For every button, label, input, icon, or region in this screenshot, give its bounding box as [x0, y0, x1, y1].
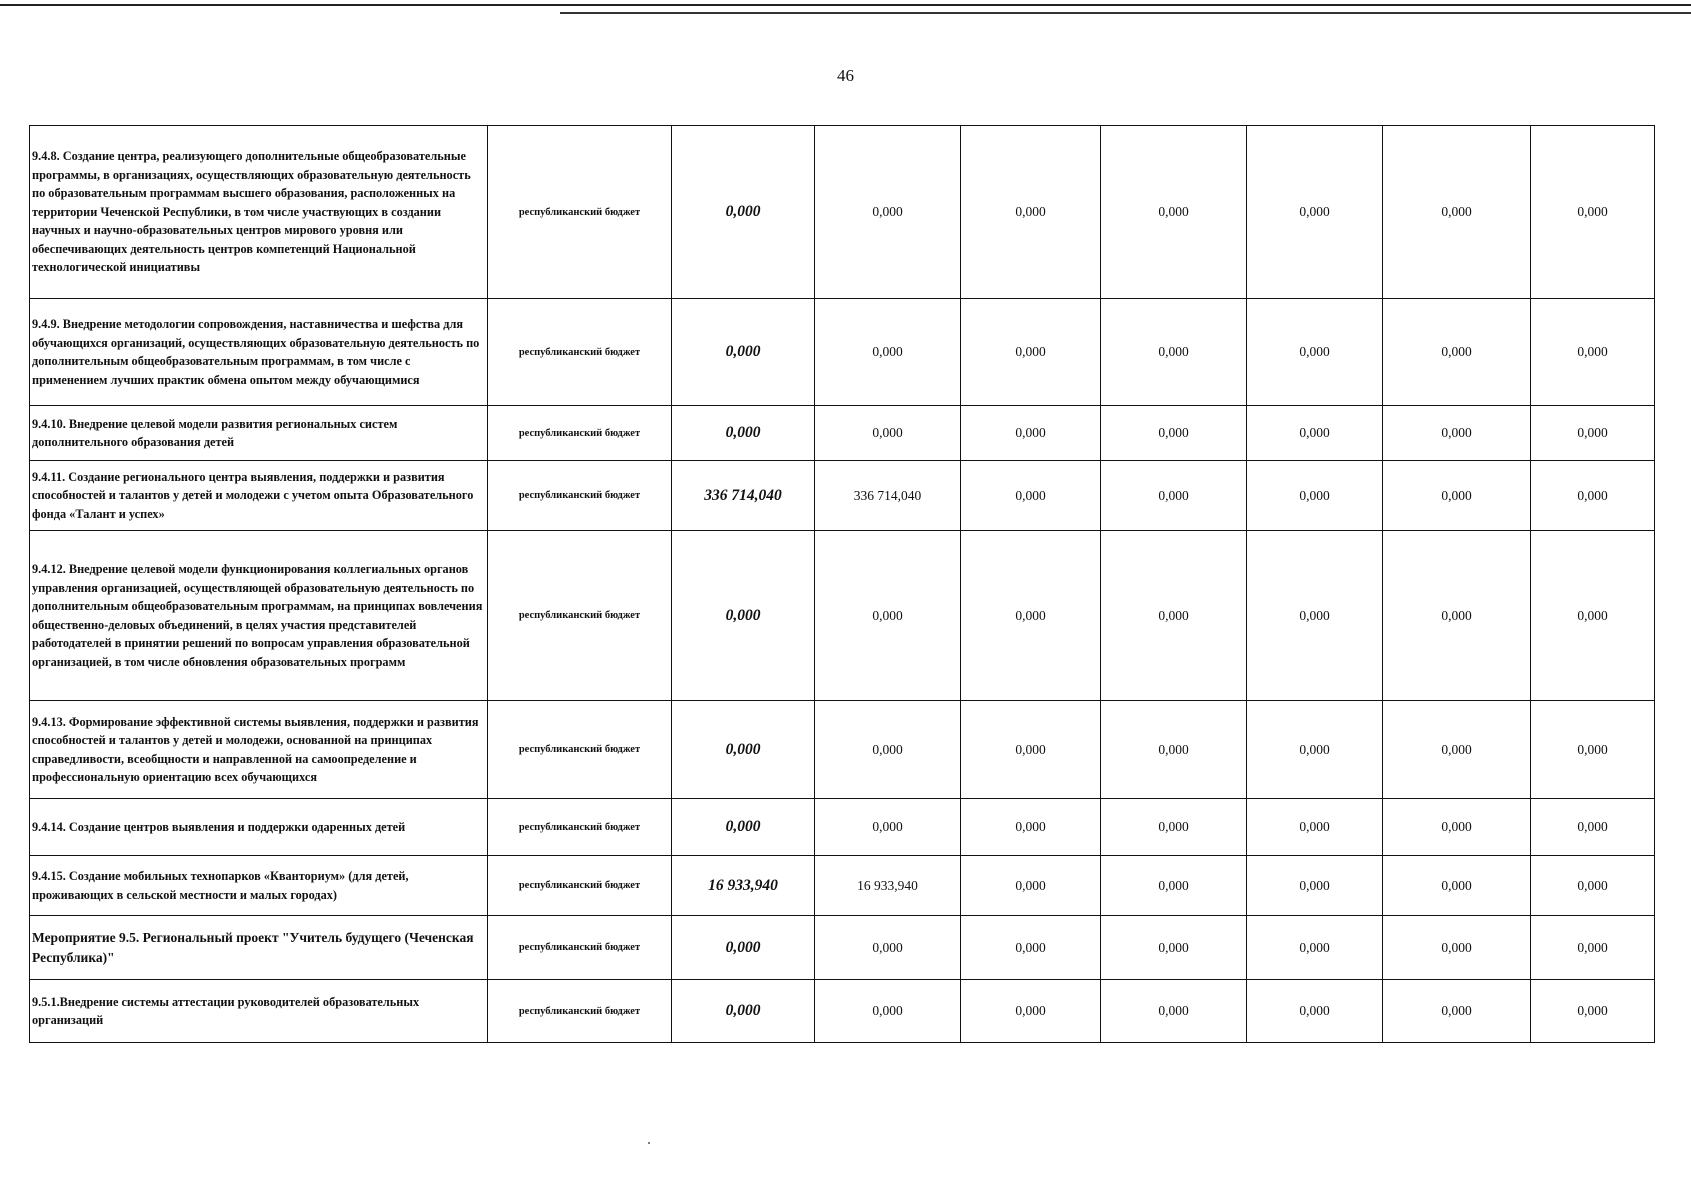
budget-table-container [29, 125, 1655, 1043]
total-value: 0,000 [672, 916, 815, 980]
year-value: 0,000 [1383, 406, 1531, 461]
total-value: 0,000 [672, 799, 815, 856]
year-value: 0,000 [815, 299, 961, 406]
year-value: 0,000 [1247, 799, 1383, 856]
year-value: 0,000 [1383, 799, 1531, 856]
row-description: 9.4.9. Внедрение методологии сопровождения, наставничества и шефства для обучающихся организаций, осуществляющих образовательную деятельность по дополнительным общеобразовательным программам, в том числе с применением лучших практик обмена опытом между обучающимися [30, 299, 488, 406]
table-row [30, 406, 1655, 461]
year-value: 0,000 [1383, 856, 1531, 916]
top-rule [0, 4, 1691, 6]
total-value: 0,000 [672, 531, 815, 701]
year-value: 0,000 [961, 531, 1101, 701]
year-value: 0,000 [1383, 701, 1531, 799]
year-value: 0,000 [1247, 126, 1383, 299]
table-row [30, 461, 1655, 531]
year-value: 0,000 [1383, 126, 1531, 299]
funding-source: республиканский бюджет [488, 406, 672, 461]
year-value: 0,000 [815, 701, 961, 799]
year-value: 0,000 [1247, 299, 1383, 406]
year-value: 0,000 [1531, 799, 1655, 856]
year-value: 0,000 [1531, 856, 1655, 916]
year-value: 0,000 [1383, 980, 1531, 1043]
funding-source: республиканский бюджет [488, 531, 672, 701]
year-value: 0,000 [815, 799, 961, 856]
year-value: 0,000 [815, 406, 961, 461]
year-value: 0,000 [1531, 531, 1655, 701]
year-value: 0,000 [815, 980, 961, 1043]
funding-source: республиканский бюджет [488, 856, 672, 916]
year-value: 0,000 [1247, 461, 1383, 531]
total-value: 0,000 [672, 980, 815, 1043]
year-value: 0,000 [815, 126, 961, 299]
total-value: 0,000 [672, 701, 815, 799]
year-value: 0,000 [961, 406, 1101, 461]
total-value: 16 933,940 [672, 856, 815, 916]
year-value: 0,000 [1101, 461, 1247, 531]
page-number: 46 [837, 66, 854, 85]
table-row [30, 701, 1655, 799]
funding-source: республиканский бюджет [488, 980, 672, 1043]
table-row [30, 916, 1655, 980]
year-value: 0,000 [1531, 916, 1655, 980]
row-description: 9.4.13. Формирование эффективной системы выявления, поддержки и развития способностей и талантов у детей и молодежи, основанной на принципах справедливости, всеобщности и направленной на самоопределение и профессиональную ориентацию всех обучающихся [30, 701, 488, 799]
year-value: 0,000 [1383, 531, 1531, 701]
row-description: 9.4.11. Создание регионального центра выявления, поддержки и развития способностей и талантов у детей и молодежи с учетом опыта Образовательного фонда «Талант и успех» [30, 461, 488, 531]
year-value: 0,000 [1383, 916, 1531, 980]
row-description: 9.4.10. Внедрение целевой модели развития региональных систем дополнительного образования детей [30, 406, 488, 461]
year-value: 0,000 [1247, 701, 1383, 799]
year-value: 0,000 [1531, 126, 1655, 299]
year-value: 0,000 [1101, 531, 1247, 701]
year-value: 0,000 [1531, 980, 1655, 1043]
table-row [30, 980, 1655, 1043]
row-description: 9.4.12. Внедрение целевой модели функционирования коллегиальных органов управления организацией, осуществляющей образовательную деятельность по дополнительным общеобразовательным программам, на принципах вовлечения общественно-деловых объединений, в целях участия представителей работодателей в принятии решений по вопросам управления образовательной организацией, в том числе обновления образовательных программ [30, 531, 488, 701]
table-row [30, 299, 1655, 406]
year-value: 0,000 [961, 701, 1101, 799]
year-value: 336 714,040 [815, 461, 961, 531]
year-value: 0,000 [961, 980, 1101, 1043]
year-value: 0,000 [815, 916, 961, 980]
year-value: 0,000 [1101, 916, 1247, 980]
year-value: 0,000 [1383, 461, 1531, 531]
year-value: 0,000 [1101, 799, 1247, 856]
funding-source: республиканский бюджет [488, 461, 672, 531]
year-value: 0,000 [961, 126, 1101, 299]
year-value: 0,000 [1247, 916, 1383, 980]
funding-source: республиканский бюджет [488, 299, 672, 406]
year-value: 0,000 [1247, 531, 1383, 701]
funding-source: республиканский бюджет [488, 916, 672, 980]
year-value: 0,000 [1101, 299, 1247, 406]
year-value: 0,000 [1101, 856, 1247, 916]
table-row [30, 531, 1655, 701]
table-row [30, 126, 1655, 299]
row-description: 9.4.14. Создание центров выявления и поддержки одаренных детей [30, 799, 488, 856]
year-value: 0,000 [1531, 299, 1655, 406]
budget-table [29, 125, 1655, 1043]
year-value: 0,000 [961, 799, 1101, 856]
year-value: 0,000 [1101, 980, 1247, 1043]
year-value: 0,000 [1531, 461, 1655, 531]
scan-artifact-dot [648, 1142, 650, 1144]
year-value: 0,000 [961, 916, 1101, 980]
year-value: 0,000 [1247, 406, 1383, 461]
year-value: 0,000 [1383, 299, 1531, 406]
year-value: 0,000 [1531, 701, 1655, 799]
row-description: 9.5.1.Внедрение системы аттестации руководителей образовательных организаций [30, 980, 488, 1043]
total-value: 0,000 [672, 406, 815, 461]
funding-source: республиканский бюджет [488, 126, 672, 299]
year-value: 0,000 [1101, 126, 1247, 299]
total-value: 0,000 [672, 126, 815, 299]
year-value: 0,000 [1101, 406, 1247, 461]
year-value: 0,000 [1531, 406, 1655, 461]
year-value: 0,000 [961, 856, 1101, 916]
year-value: 0,000 [961, 461, 1101, 531]
table-row [30, 799, 1655, 856]
year-value: 0,000 [1247, 980, 1383, 1043]
row-description: 9.4.8. Создание центра, реализующего дополнительные общеобразовательные программы, в организациях, осуществляющих образовательную деятельность по образовательным программам высшего образования, расположенных на территории Чеченской Республики, в том числе участвующих в создании научных и научно-образовательных центров мирового уровня или обеспечивающих деятельность центров компетенций Национальной технологической инициативы [30, 126, 488, 299]
year-value: 0,000 [961, 299, 1101, 406]
year-value: 16 933,940 [815, 856, 961, 916]
funding-source: республиканский бюджет [488, 701, 672, 799]
year-value: 0,000 [1247, 856, 1383, 916]
total-value: 336 714,040 [672, 461, 815, 531]
row-description: Мероприятие 9.5. Региональный проект "Учитель будущего (Чеченская Республика)" [30, 916, 488, 980]
total-value: 0,000 [672, 299, 815, 406]
top-rule-secondary [560, 12, 1691, 14]
year-value: 0,000 [1101, 701, 1247, 799]
year-value: 0,000 [815, 531, 961, 701]
table-row [30, 856, 1655, 916]
funding-source: республиканский бюджет [488, 799, 672, 856]
row-description: 9.4.15. Создание мобильных технопарков «Кванториум» (для детей, проживающих в сельской местности и малых городах) [30, 856, 488, 916]
